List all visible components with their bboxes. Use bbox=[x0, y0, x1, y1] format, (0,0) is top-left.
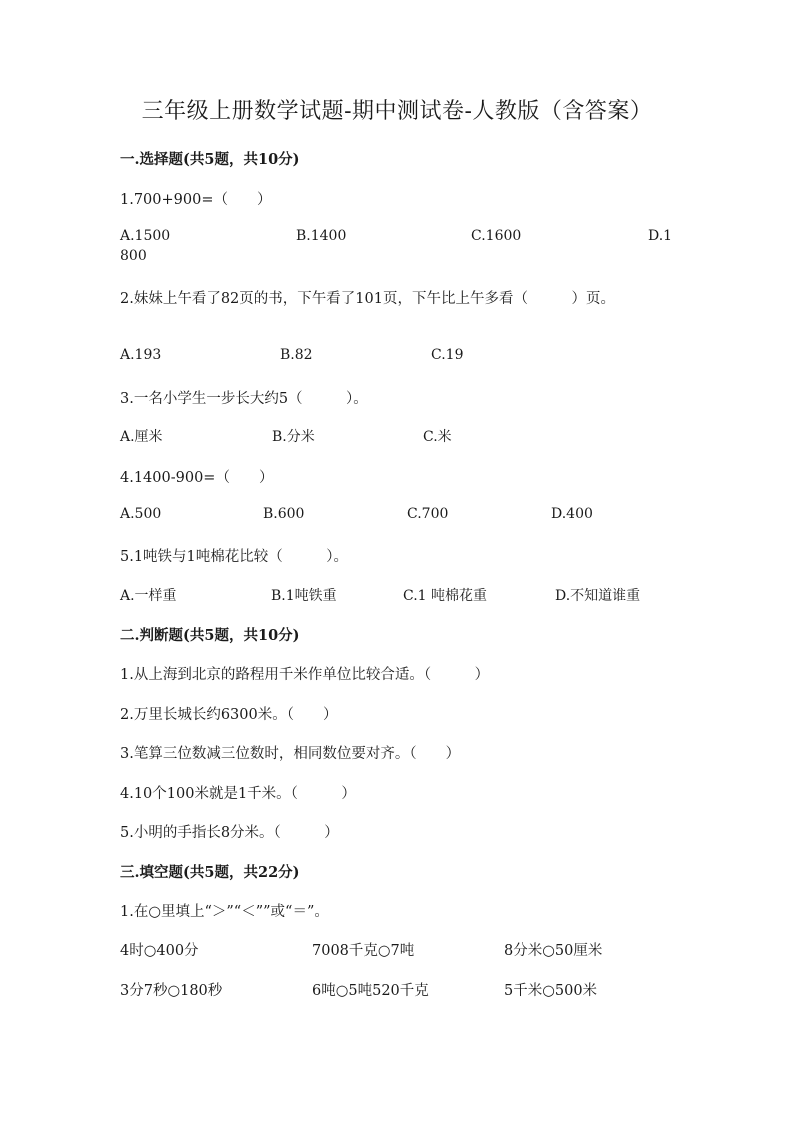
question-2-4: 4.10个100米就是1千米。（ ） bbox=[120, 786, 356, 802]
option-d-wrap: 800 bbox=[120, 248, 147, 264]
question-2-2: 2.万里长城长约6300米。（ ） bbox=[120, 707, 338, 723]
option-c: C.700 bbox=[407, 506, 449, 522]
question-2-3: 3.笔算三位数减三位数时，相同数位要对齐。（ ） bbox=[120, 746, 461, 762]
comparison-item: 7008千克○7吨 bbox=[312, 943, 415, 959]
comparison-item: 8分米○50厘米 bbox=[504, 943, 603, 959]
question-1-4: 4.1400-900=（ ） bbox=[120, 470, 274, 486]
option-d: D.不知道谁重 bbox=[555, 588, 641, 604]
option-a: A.厘米 bbox=[120, 429, 163, 445]
question-3-1: 1.在○里填上“＞”“＜””或“＝”。 bbox=[120, 904, 329, 920]
section-heading-choice: 一.选择题(共5题，共10分) bbox=[120, 151, 300, 168]
option-a: A.193 bbox=[120, 347, 162, 363]
option-b: B.1400 bbox=[296, 228, 347, 244]
comparison-item: 5千米○500米 bbox=[504, 983, 598, 999]
option-c: C.1600 bbox=[471, 228, 522, 244]
option-a: A.一样重 bbox=[120, 588, 177, 604]
question-1-3: 3.一名小学生一步长大约5（ ）。 bbox=[120, 391, 368, 407]
option-b: B.600 bbox=[263, 506, 305, 522]
comparison-item: 3分7秒○180秒 bbox=[120, 983, 223, 999]
section-heading-fill: 三.填空题(共5题，共22分) bbox=[120, 864, 300, 881]
option-b: B.1吨铁重 bbox=[271, 588, 337, 604]
option-a: A.1500 bbox=[120, 228, 171, 244]
comparison-item: 4时○400分 bbox=[120, 943, 199, 959]
question-1-5: 5.1吨铁与1吨棉花比较（ ）。 bbox=[120, 549, 349, 565]
page-title: 三年级上册数学试题-期中测试卷-人教版（含答案） bbox=[141, 99, 653, 124]
comparison-item: 6吨○5吨520千克 bbox=[312, 983, 429, 999]
question-1-1: 1.700+900=（ ） bbox=[120, 192, 272, 208]
option-c: C.19 bbox=[431, 347, 464, 363]
question-2-1: 1.从上海到北京的路程用千米作单位比较合适。（ ） bbox=[120, 667, 490, 683]
option-c: C.米 bbox=[423, 429, 452, 445]
section-heading-judgement: 二.判断题(共5题，共10分) bbox=[120, 627, 300, 644]
option-d: D.400 bbox=[551, 506, 593, 522]
option-b: B.82 bbox=[280, 347, 313, 363]
option-a: A.500 bbox=[120, 506, 162, 522]
option-d: D.1 bbox=[648, 228, 673, 244]
option-c: C.1 吨棉花重 bbox=[403, 588, 488, 604]
option-b: B.分米 bbox=[272, 429, 315, 445]
question-2-5: 5.小明的手指长8分米。（ ） bbox=[120, 825, 339, 841]
question-1-2: 2.妹妹上午看了82页的书，下午看了101页，下午比上午多看（ ）页。 bbox=[120, 291, 615, 307]
